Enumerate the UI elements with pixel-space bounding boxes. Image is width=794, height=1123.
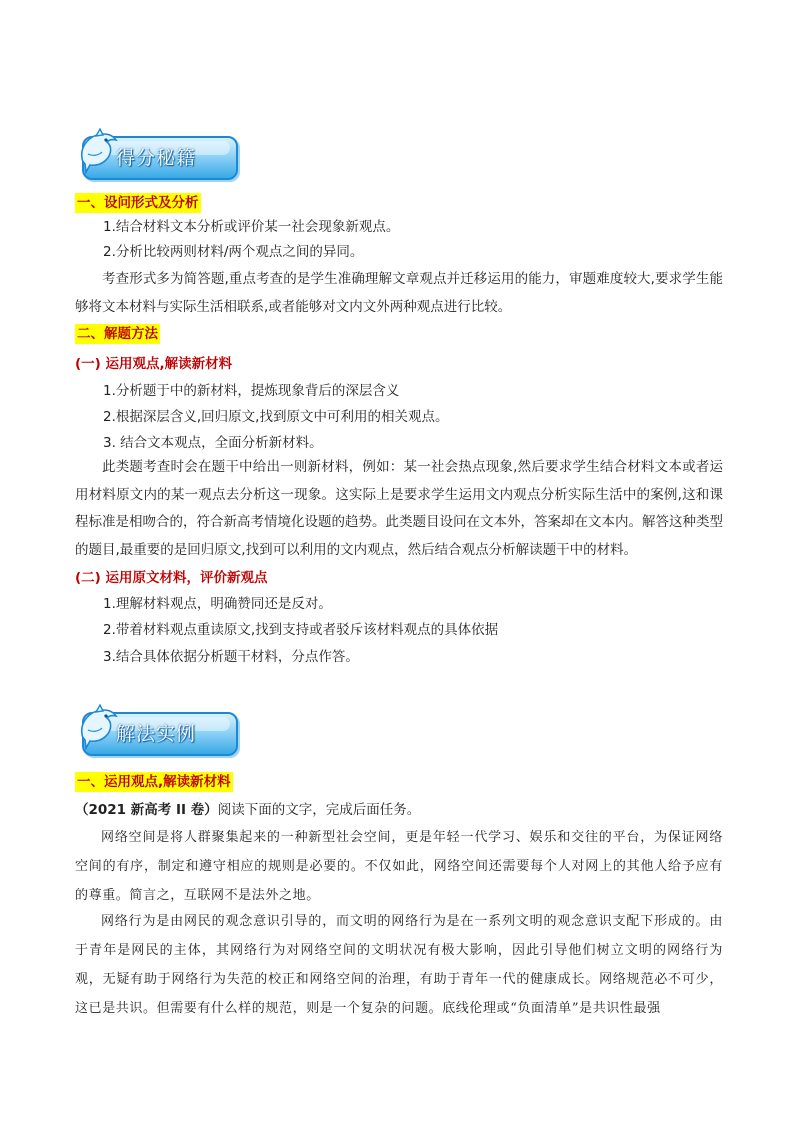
list-item: 1.结合材料文本分析或评价某一社会现象新观点。 (103, 219, 400, 235)
list-item: 2.根据深层含义,回归原文,找到原文中可利用的相关观点。 (103, 409, 449, 425)
subsection-heading: (一) 运用观点,解读新材料 (75, 356, 233, 372)
passage-paragraph: 网络行为是由网民的观念意识引导的，而文明的网络行为是在一系列文明的观念意识支配下形成的。由于青年是网民的主体，其网络行为对网络空间的文明状况有极大影响，因此引导他们树立文明的网络行为观，无疑有助于网络行为失范的校正和网络空间的治理，有助于青年一代的健康成长。网络规范必不可少，这已是共识。但需要有什么样的规范，则是一个复杂的问题。底线伦理或“负面清单”是共识性最强 (75, 914, 723, 1016)
banner-title: 得分秘籍 (116, 147, 197, 169)
list-item: 2.分析比较两则材料/两个观点之间的异同。 (103, 244, 364, 260)
paragraph: 考查形式多为简答题,重点考查的是学生准确理解文章观点并迁移运用的能力，审题难度较大,要求学生能够将文本材料与实际生活相联系,或者能够对文内文外两种观点进行比较。 (75, 271, 723, 315)
question-source (75, 800, 420, 820)
subsection-heading: (二) 运用原文材料，评价新观点 (75, 570, 268, 586)
list-item: 3.结合具体依据分析题干材料，分点作答。 (103, 649, 359, 665)
section-heading: 二、解题方法 (77, 326, 158, 342)
source-instruction: 阅读下面的文字，完成后面任务。 (217, 802, 421, 818)
paragraph: 此类题考查时会在题干中给出一则新材料，例如：某一社会热点现象,然后要求学生结合材料文本或者运用材料原文内的某一观点去分析这一现象。这实际上是要求学生运用文内观点分析实际生活中的案例,这和课程标准是相吻合的，符合新高考情境化设题的趋势。此类题目设问在文本外，答案却在文本内。解答这种类型的题目,最重要的是回归原文,找到可以利用的文内观点，然后结合观点分析解读题干中的材料。 (75, 459, 723, 558)
source-label: （2021 新高考 II 卷） (75, 802, 218, 818)
section-heading: 一、运用观点,解读新材料 (77, 774, 231, 790)
list-item: 3. 结合文本观点，全面分析新材料。 (103, 435, 323, 451)
dolphin-icon (76, 704, 120, 756)
banner-tips (76, 128, 238, 188)
list-item: 1.理解材料观点，明确赞同还是反对。 (103, 596, 332, 612)
list-item: 2.带着材料观点重读原文,找到支持或者驳斥该材料观点的具体依据 (103, 622, 499, 638)
dolphin-icon (76, 128, 120, 180)
passage-paragraph: 网络空间是将人群聚集起来的一种新型社会空间，更是年轻一代学习、娱乐和交往的平台，为保证网络空间的有序，制定和遵守相应的规则是必要的。不仅如此，网络空间还需要每个人对网上的其他人给予应有的尊重。简言之，互联网不是法外之地。 (75, 830, 723, 903)
section-heading: 一、设问形式及分析 (77, 195, 199, 211)
list-item: 1.分析题于中的新材料，提炼现象背后的深层含义 (103, 383, 400, 399)
banner-examples (76, 704, 238, 764)
banner-title: 解法实例 (116, 723, 197, 745)
